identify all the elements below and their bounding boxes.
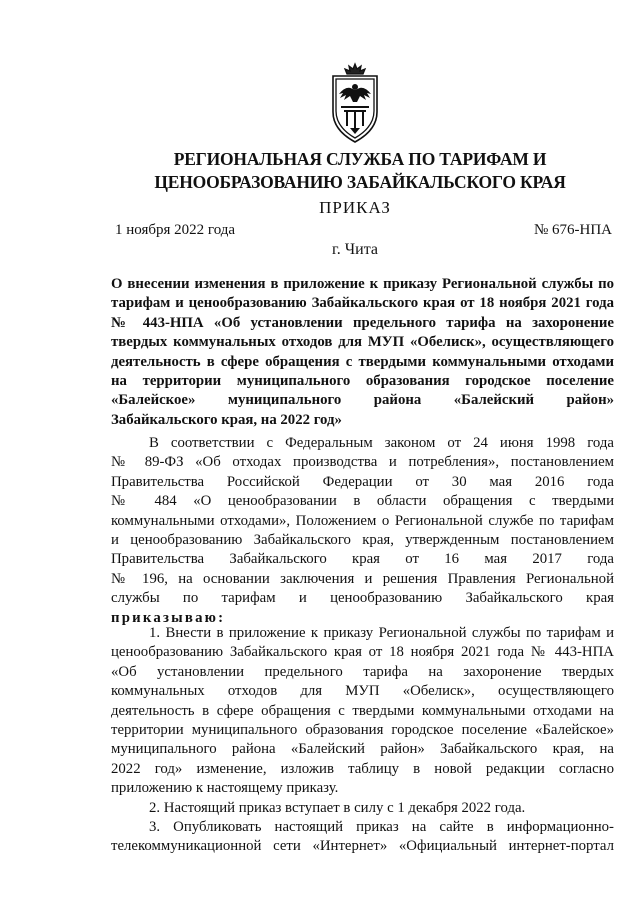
subject-line: Забайкальского края, на 2022 год» [111,411,342,428]
item-1-line: муниципального района «Балейский район» Забайкальского края, на [111,741,614,758]
item-1-line: приложению к настоящему приказу. [111,780,339,797]
subject-line: деятельность в сфере обращения с твердыми коммунальными отходами [111,353,614,370]
order-subject [111,275,614,430]
subject-line: «Балейское» муниципального района «Балейский район» [111,392,614,409]
item-1-line: «Об установлении предельного тарифа на захоронение твердых [111,663,614,680]
item-1-line: территории муниципального образования городское поселение «Балейское» [111,722,614,739]
preamble-line: № 89-ФЗ «Об отходах производства и потребления», постановлением [111,454,614,471]
preamble-line: Правительства Забайкальского края от 16 мая 2017 года [111,551,614,568]
preamble-line: № 196, на основании заключения и решения Правления Региональной [111,570,614,587]
preamble-line: В соответствии с Федеральным законом от 24 июня 1998 года [149,435,614,451]
decree-word: приказываю: [111,609,226,626]
item-1-line: 2022 год» изменение, изложив таблицу в новой редакции согласно [111,760,614,777]
preamble-line: коммунальными отходами», Положением о Региональной службе по тарифам [111,512,614,529]
order-date: 1 ноября 2022 года [115,222,236,238]
subject-line: на территории муниципального образования городское поселение [111,373,614,390]
item-3-line: 3. Опубликовать настоящий приказ на сайте в информационно- [149,819,614,836]
preamble-line: № 484 «О ценообразовании в области обращения с твердыми [111,493,614,510]
item-2-paragraph: 2. Настоящий приказ вступает в силу с 1 декабря 2022 года. [149,799,526,816]
order-title: ПРИКАЗ [319,198,391,217]
organization-name-line2: ЦЕНООБРАЗОВАНИЮ ЗАБАЙКАЛЬСКОГО КРАЯ [154,172,566,192]
order-number: № 676-НПА [533,222,612,238]
item-1-line: коммунальных отходов для МУП «Обелиск», осуществляющего [111,683,614,700]
preamble-line: и ценообразованию Забайкальского края, утвержденным постановлением [111,532,614,549]
subject-line: О внесении изменения в приложение к приказу Региональной службы по [111,276,614,292]
preamble-line: службы по тарифам и ценообразованию Забайкальского края [111,590,614,607]
preamble-paragraph [111,434,614,628]
subject-line: № 443-НПА «Об установлении предельного тарифа на захоронение [111,314,614,331]
item-1-line: ценообразованию Забайкальского края от 18 ноября 2021 года № 443-НПА [111,644,614,661]
coat-of-arms-icon [327,60,383,146]
organization-name-line1: РЕГИОНАЛЬНАЯ СЛУЖБА ПО ТАРИФАМ И [173,149,547,169]
preamble-line: Правительства Российской Федерации от 30 мая 2016 года [111,473,614,490]
item-1-line: деятельность в сфере обращения с твердыми коммунальными отходами на [111,702,614,719]
item-1-paragraph [111,624,614,857]
order-city: г. Чита [331,241,378,258]
item-3-line: телекоммуникационной сети «Интернет» «Официальный интернет-портал [111,838,614,855]
subject-line: твердых коммунальных отходов для МУП «Обелиск», осуществляющего [111,334,614,351]
subject-line: тарифам и ценообразованию Забайкальского края от 18 ноября 2021 года [111,295,614,312]
item-1-line: 1. Внести в приложение к приказу Региональной службы по тарифам и [149,625,614,641]
